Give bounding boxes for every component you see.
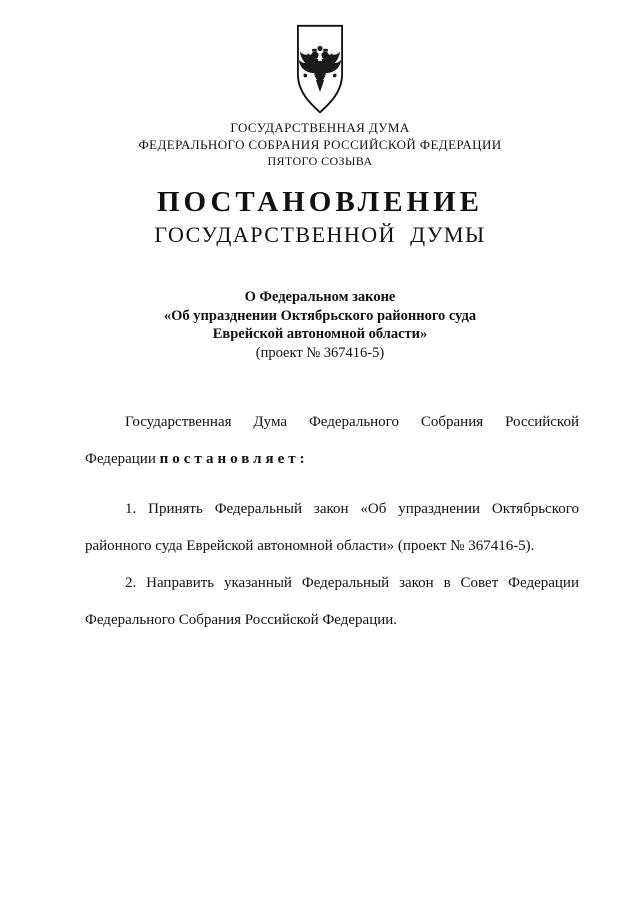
- subject-line1: О Федеральном законе: [244, 289, 396, 305]
- subject-project-number: (проект № 367416-5): [255, 344, 385, 361]
- resolution-verb: постановляет:: [159, 451, 309, 467]
- document-issuer-title: ГОСУДАРСТВЕННОЙ ДУМЫ: [154, 222, 486, 247]
- letterhead: [0, 120, 640, 170]
- org-name-line3: ПЯТОГО СОЗЫВА: [267, 154, 373, 168]
- emblem-container: [0, 24, 640, 121]
- subject-line3: Еврейской автономной области»: [212, 326, 428, 342]
- org-name-line2: ФЕДЕРАЛЬНОГО СОБРАНИЯ РОССИЙСКОЙ ФЕДЕРАЦИИ: [138, 136, 502, 152]
- body-paragraph-resolution: [85, 404, 579, 478]
- org-name-line1: ГОСУДАРСТВЕННАЯ ДУМА: [230, 120, 410, 135]
- document-type-title: ПОСТАНОВЛЕНИЕ: [156, 186, 483, 218]
- coat-of-arms-icon: [292, 103, 348, 120]
- body-paragraph-item2: 2. Направить указанный Федеральный закон в Совет Федерации Федерального Собрания Российской Федерации.: [85, 575, 579, 628]
- document-subject: [0, 288, 640, 362]
- subject-line2: «Об упразднении Октябрьского районного суда: [163, 307, 477, 324]
- resolution-text: Государственная Дума Федерального Собрания Российской Федерации: [85, 414, 579, 467]
- document-body: [85, 404, 579, 639]
- body-paragraph-item1: 1. Принять Федеральный закон «Об упразднении Октябрьского районного суда Еврейской автономной области» (проект № 367416-5).: [85, 501, 579, 554]
